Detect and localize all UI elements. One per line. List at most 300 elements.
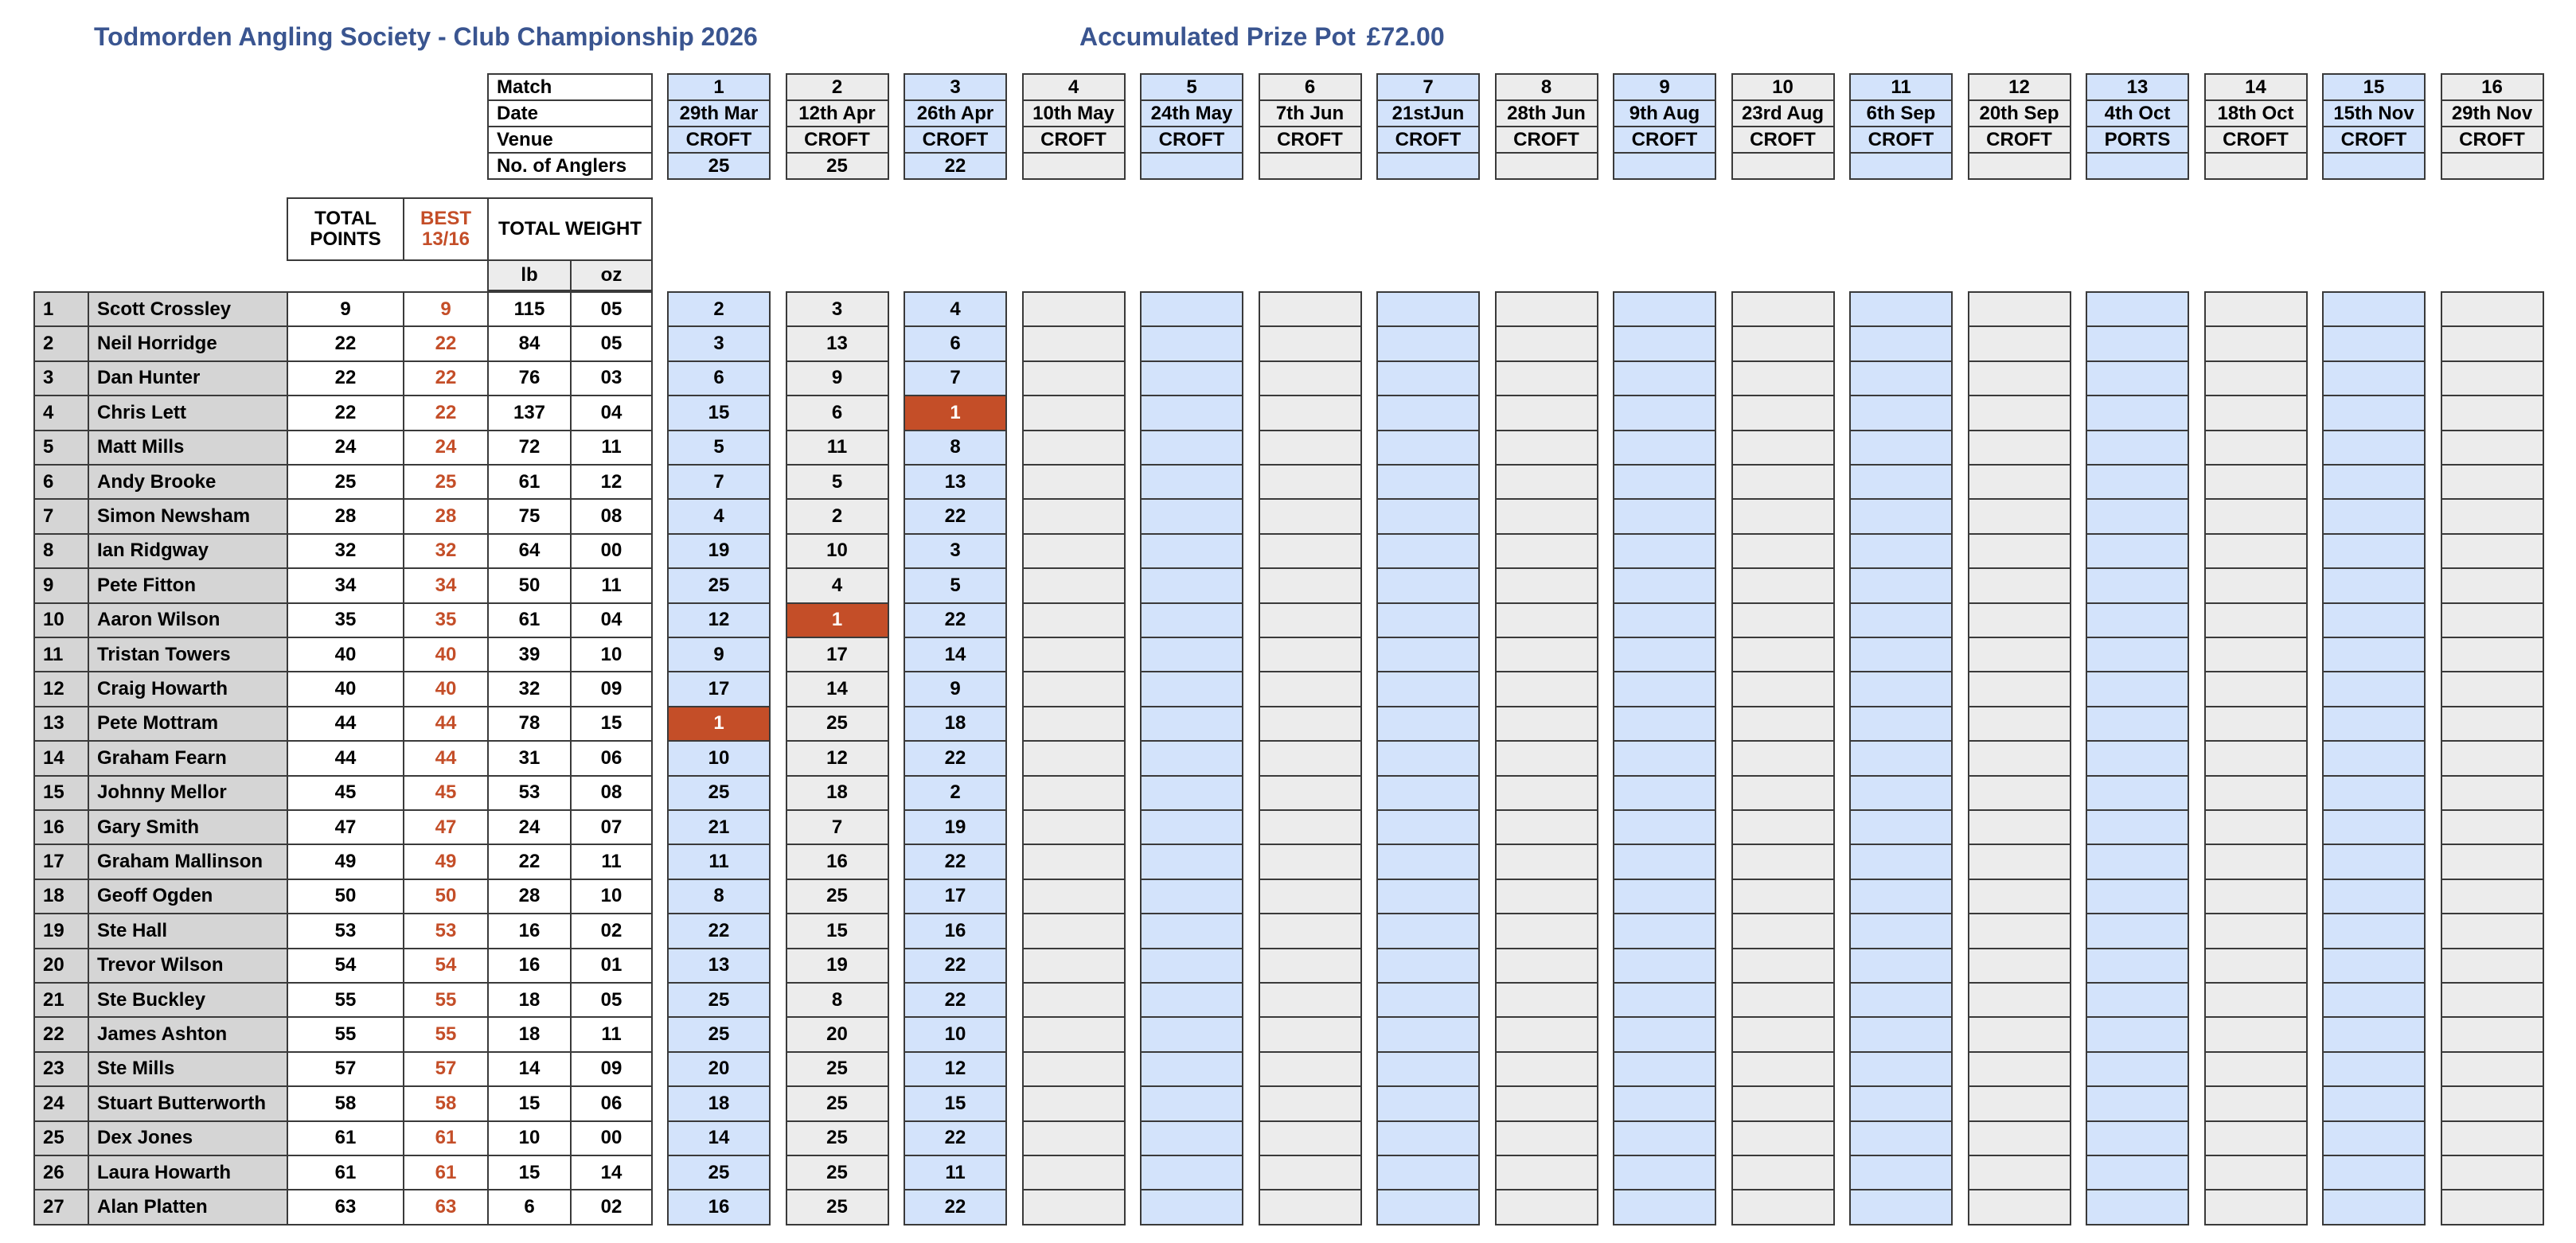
match-result-cell — [2086, 948, 2189, 984]
total-points-cell: 40 — [287, 671, 404, 707]
best-points-cell: 49 — [403, 844, 489, 879]
match-result-cell: 3 — [904, 533, 1007, 569]
position-cell: 8 — [33, 533, 89, 569]
match-result-cell — [1495, 498, 1598, 534]
best-points-cell: 61 — [403, 1120, 489, 1156]
weight-lb-cell: 28 — [487, 879, 572, 914]
match-no-13: 13 — [2086, 73, 2189, 101]
match-result-cell — [1613, 982, 1716, 1018]
total-points-cell: 49 — [287, 844, 404, 879]
match-result-cell — [2086, 533, 2189, 569]
match-result-cell: 21 — [667, 809, 771, 845]
match-result-cell — [1022, 948, 1126, 984]
match-result-cell: 14 — [667, 1120, 771, 1156]
match-result-cell — [1259, 464, 1362, 500]
match-result-cell — [2204, 291, 2308, 327]
weight-oz-cell: 14 — [570, 1155, 653, 1190]
weight-oz-cell: 10 — [570, 879, 653, 914]
match-result-cell — [1968, 533, 2071, 569]
total-points-cell: 58 — [287, 1085, 404, 1121]
match-result-cell — [2322, 464, 2426, 500]
weight-oz-cell: 11 — [570, 844, 653, 879]
match-result-cell — [1022, 740, 1126, 776]
match-result-cell — [1376, 982, 1480, 1018]
match-result-cell — [2086, 637, 2189, 672]
match-date-1: 29th Mar — [667, 99, 771, 127]
match-result-cell — [1731, 567, 1835, 603]
match-result-cell — [2322, 533, 2426, 569]
match-result-cell — [1259, 1155, 1362, 1190]
total-points-header — [287, 197, 404, 261]
match-result-cell — [1968, 1085, 2071, 1121]
match-date-2: 12th Apr — [786, 99, 889, 127]
weight-oz-cell: 02 — [570, 1189, 653, 1225]
match-result-cell — [1140, 291, 1243, 327]
weight-oz-cell: 04 — [570, 602, 653, 638]
total-points-header-line1: TOTAL — [314, 207, 377, 229]
total-points-cell: 25 — [287, 464, 404, 500]
match-result-cell — [1140, 325, 1243, 361]
match-result-cell — [1259, 1085, 1362, 1121]
match-result-cell — [1849, 602, 1953, 638]
match-venue-2: CROFT — [786, 126, 889, 154]
match-result-cell — [1731, 464, 1835, 500]
match-result-cell — [2086, 1155, 2189, 1190]
weight-oz-cell: 08 — [570, 775, 653, 811]
match-date-16: 29th Nov — [2441, 99, 2544, 127]
position-cell: 3 — [33, 360, 89, 396]
match-result-cell: 13 — [904, 464, 1007, 500]
match-result-cell — [2086, 1189, 2189, 1225]
match-result-cell — [1376, 740, 1480, 776]
angler-name: Andy Brooke — [88, 464, 288, 500]
match-result-cell — [1259, 706, 1362, 742]
weight-oz-cell: 00 — [570, 1120, 653, 1156]
match-result-cell: 11 — [667, 844, 771, 879]
match-result-cell: 4 — [904, 291, 1007, 327]
match-anglers-1: 25 — [667, 152, 771, 180]
match-result-cell — [2204, 1016, 2308, 1052]
match-result-cell — [2441, 671, 2544, 707]
match-result-cell — [2441, 879, 2544, 914]
angler-name: Alan Platten — [88, 1189, 288, 1225]
weight-oz-cell: 09 — [570, 671, 653, 707]
match-result-cell — [1022, 913, 1126, 949]
weight-oz-cell: 05 — [570, 325, 653, 361]
match-result-cell — [1968, 567, 2071, 603]
total-points-cell: 35 — [287, 602, 404, 638]
weight-oz-cell: 02 — [570, 913, 653, 949]
position-cell: 13 — [33, 706, 89, 742]
match-result-cell — [1259, 291, 1362, 327]
match-result-cell: 12 — [786, 740, 889, 776]
weight-lb-cell: 64 — [487, 533, 572, 569]
match-result-cell — [2322, 291, 2426, 327]
match-result-cell — [1613, 948, 1716, 984]
weight-lb-cell: 75 — [487, 498, 572, 534]
match-result-cell — [1968, 1189, 2071, 1225]
match-result-cell — [1731, 1189, 1835, 1225]
match-result-cell — [1022, 982, 1126, 1018]
angler-name: Laura Howarth — [88, 1155, 288, 1190]
match-result-cell — [1495, 809, 1598, 845]
weight-lb-cell: 72 — [487, 430, 572, 466]
match-result-cell — [1613, 533, 1716, 569]
match-result-cell — [1613, 1016, 1716, 1052]
match-result-cell — [1968, 395, 2071, 431]
match-result-cell — [1613, 740, 1716, 776]
match-result-cell — [1495, 533, 1598, 569]
match-result-cell — [1495, 395, 1598, 431]
position-cell: 18 — [33, 879, 89, 914]
angler-name: Simon Newsham — [88, 498, 288, 534]
match-result-cell: 10 — [667, 740, 771, 776]
total-points-cell: 61 — [287, 1120, 404, 1156]
best-points-cell: 45 — [403, 775, 489, 811]
match-result-cell — [1613, 430, 1716, 466]
match-result-cell — [1259, 982, 1362, 1018]
match-result-cell — [2204, 879, 2308, 914]
match-venue-6: CROFT — [1259, 126, 1362, 154]
match-result-cell — [1968, 809, 2071, 845]
angler-name: Pete Fitton — [88, 567, 288, 603]
match-result-cell — [2086, 982, 2189, 1018]
match-result-cell — [1731, 498, 1835, 534]
match-result-cell — [1613, 809, 1716, 845]
match-result-cell — [1140, 879, 1243, 914]
match-date-8: 28th Jun — [1495, 99, 1598, 127]
match-venue-16: CROFT — [2441, 126, 2544, 154]
match-result-cell — [1613, 879, 1716, 914]
match-winner-cell: 1 — [786, 602, 889, 638]
match-result-cell — [2204, 775, 2308, 811]
angler-name: Trevor Wilson — [88, 948, 288, 984]
weight-oz-cell: 11 — [570, 567, 653, 603]
match-result-cell — [1140, 360, 1243, 396]
position-cell: 15 — [33, 775, 89, 811]
match-result-cell: 3 — [667, 325, 771, 361]
match-venue-7: CROFT — [1376, 126, 1480, 154]
match-no-8: 8 — [1495, 73, 1598, 101]
match-result-cell — [1376, 464, 1480, 500]
position-cell: 5 — [33, 430, 89, 466]
match-venue-14: CROFT — [2204, 126, 2308, 154]
match-result-cell — [1140, 775, 1243, 811]
match-result-cell — [1731, 844, 1835, 879]
match-result-cell — [2322, 671, 2426, 707]
match-result-cell — [1259, 1016, 1362, 1052]
match-no-6: 6 — [1259, 73, 1362, 101]
weight-oz-cell: 11 — [570, 1016, 653, 1052]
match-result-cell — [2441, 1051, 2544, 1087]
match-result-cell — [1849, 913, 1953, 949]
angler-name: Graham Fearn — [88, 740, 288, 776]
match-result-cell — [2322, 360, 2426, 396]
match-result-cell — [1376, 913, 1480, 949]
match-result-cell — [2204, 706, 2308, 742]
weight-lb-cell: 15 — [487, 1155, 572, 1190]
match-result-cell: 19 — [786, 948, 889, 984]
match-result-cell — [2204, 1189, 2308, 1225]
match-no-2: 2 — [786, 73, 889, 101]
match-no-14: 14 — [2204, 73, 2308, 101]
match-result-cell: 25 — [786, 1189, 889, 1225]
match-result-cell — [1376, 602, 1480, 638]
position-cell: 25 — [33, 1120, 89, 1156]
match-anglers-5 — [1140, 152, 1243, 180]
match-result-cell — [1731, 913, 1835, 949]
match-result-cell — [1849, 291, 1953, 327]
match-result-cell — [1140, 809, 1243, 845]
position-cell: 26 — [33, 1155, 89, 1190]
match-result-cell — [2204, 533, 2308, 569]
prize-pot-amount: £72.00 — [1366, 22, 1445, 51]
match-result-cell: 25 — [786, 1085, 889, 1121]
angler-name: Stuart Butterworth — [88, 1085, 288, 1121]
match-result-cell — [2441, 395, 2544, 431]
best-points-cell: 57 — [403, 1051, 489, 1087]
info-label-anglers: No. of Anglers — [487, 152, 653, 180]
match-result-cell — [1022, 498, 1126, 534]
match-result-cell — [1140, 1085, 1243, 1121]
match-result-cell — [2086, 809, 2189, 845]
match-result-cell — [1849, 567, 1953, 603]
match-result-cell — [2204, 325, 2308, 361]
match-result-cell: 18 — [904, 706, 1007, 742]
match-anglers-15 — [2322, 152, 2426, 180]
total-weight-header: TOTAL WEIGHT — [487, 197, 653, 261]
best-points-cell: 9 — [403, 291, 489, 327]
total-points-cell: 22 — [287, 395, 404, 431]
match-result-cell — [2441, 430, 2544, 466]
match-result-cell — [2441, 740, 2544, 776]
weight-oz-cell: 03 — [570, 360, 653, 396]
weight-lb-cell: 39 — [487, 637, 572, 672]
match-anglers-10 — [1731, 152, 1835, 180]
total-points-cell: 61 — [287, 1155, 404, 1190]
weight-oz-cell: 11 — [570, 430, 653, 466]
weight-oz-cell: 00 — [570, 533, 653, 569]
match-result-cell — [1613, 706, 1716, 742]
match-result-cell — [1731, 879, 1835, 914]
match-result-cell — [1968, 1016, 2071, 1052]
match-result-cell — [1022, 464, 1126, 500]
weight-oz-cell: 06 — [570, 740, 653, 776]
match-result-cell — [1613, 360, 1716, 396]
match-result-cell — [1495, 291, 1598, 327]
match-result-cell — [2441, 291, 2544, 327]
match-result-cell — [1495, 637, 1598, 672]
weight-lb-cell: 22 — [487, 844, 572, 879]
match-result-cell: 14 — [904, 637, 1007, 672]
best-points-cell: 54 — [403, 948, 489, 984]
best-header-line1: BEST — [420, 207, 471, 229]
match-result-cell — [2204, 844, 2308, 879]
match-no-5: 5 — [1140, 73, 1243, 101]
match-result-cell — [2322, 1155, 2426, 1190]
match-result-cell — [1376, 637, 1480, 672]
match-result-cell — [1968, 1120, 2071, 1156]
match-result-cell — [1259, 1120, 1362, 1156]
match-result-cell — [1022, 1189, 1126, 1225]
match-result-cell — [2441, 567, 2544, 603]
match-result-cell — [1968, 498, 2071, 534]
position-cell: 24 — [33, 1085, 89, 1121]
angler-name: Craig Howarth — [88, 671, 288, 707]
match-result-cell: 16 — [667, 1189, 771, 1225]
total-points-cell: 54 — [287, 948, 404, 984]
position-cell: 12 — [33, 671, 89, 707]
match-result-cell: 25 — [786, 879, 889, 914]
match-result-cell — [1731, 982, 1835, 1018]
match-result-cell — [1022, 637, 1126, 672]
match-result-cell — [1022, 430, 1126, 466]
match-result-cell — [1849, 879, 1953, 914]
match-result-cell — [1849, 1051, 1953, 1087]
match-result-cell — [2441, 809, 2544, 845]
best-points-cell: 40 — [403, 671, 489, 707]
position-cell: 7 — [33, 498, 89, 534]
angler-name: Chris Lett — [88, 395, 288, 431]
match-result-cell — [2086, 1016, 2189, 1052]
match-result-cell: 18 — [667, 1085, 771, 1121]
angler-name: Tristan Towers — [88, 637, 288, 672]
match-result-cell — [1613, 567, 1716, 603]
best-points-cell: 55 — [403, 1016, 489, 1052]
match-result-cell — [1613, 602, 1716, 638]
match-result-cell — [1613, 1120, 1716, 1156]
match-result-cell — [2322, 844, 2426, 879]
match-result-cell — [1259, 395, 1362, 431]
match-result-cell — [1376, 879, 1480, 914]
match-result-cell: 9 — [667, 637, 771, 672]
angler-name: Gary Smith — [88, 809, 288, 845]
match-result-cell — [2441, 1120, 2544, 1156]
position-cell: 1 — [33, 291, 89, 327]
match-result-cell: 25 — [786, 1155, 889, 1190]
match-result-cell: 2 — [904, 775, 1007, 811]
match-result-cell — [1140, 740, 1243, 776]
match-result-cell — [1376, 1120, 1480, 1156]
match-result-cell: 22 — [904, 498, 1007, 534]
total-points-cell: 45 — [287, 775, 404, 811]
match-result-cell — [1849, 1155, 1953, 1190]
match-result-cell — [1495, 430, 1598, 466]
page-title: Todmorden Angling Society - Club Championship 2026 — [94, 22, 758, 51]
weight-lb-cell: 61 — [487, 464, 572, 500]
match-result-cell — [2086, 1120, 2189, 1156]
match-winner-cell: 1 — [667, 706, 771, 742]
total-points-cell: 55 — [287, 1016, 404, 1052]
match-result-cell: 17 — [667, 671, 771, 707]
match-result-cell — [1140, 948, 1243, 984]
match-result-cell — [2204, 809, 2308, 845]
match-result-cell — [2086, 775, 2189, 811]
match-no-4: 4 — [1022, 73, 1126, 101]
match-result-cell — [2322, 809, 2426, 845]
prize-pot — [1079, 22, 1445, 52]
match-anglers-8 — [1495, 152, 1598, 180]
match-result-cell — [1140, 464, 1243, 500]
match-result-cell: 11 — [786, 430, 889, 466]
match-result-cell — [1613, 395, 1716, 431]
match-result-cell: 18 — [786, 775, 889, 811]
match-result-cell — [1731, 740, 1835, 776]
total-points-cell: 32 — [287, 533, 404, 569]
match-result-cell — [2086, 395, 2189, 431]
angler-name: Dan Hunter — [88, 360, 288, 396]
info-label-match: Match — [487, 73, 653, 101]
match-result-cell — [1022, 360, 1126, 396]
total-points-cell: 44 — [287, 740, 404, 776]
match-venue-9: CROFT — [1613, 126, 1716, 154]
match-no-12: 12 — [1968, 73, 2071, 101]
weight-oz-cell: 09 — [570, 1051, 653, 1087]
position-cell: 17 — [33, 844, 89, 879]
match-result-cell — [2204, 395, 2308, 431]
match-result-cell: 5 — [904, 567, 1007, 603]
match-result-cell — [1495, 706, 1598, 742]
match-result-cell — [1140, 533, 1243, 569]
match-anglers-11 — [1849, 152, 1953, 180]
match-result-cell: 22 — [904, 1120, 1007, 1156]
match-result-cell: 20 — [786, 1016, 889, 1052]
match-result-cell — [2441, 533, 2544, 569]
match-result-cell — [1613, 913, 1716, 949]
match-result-cell — [2086, 913, 2189, 949]
match-result-cell — [1259, 637, 1362, 672]
total-points-cell: 34 — [287, 567, 404, 603]
match-result-cell — [1968, 637, 2071, 672]
match-result-cell — [1259, 325, 1362, 361]
match-no-15: 15 — [2322, 73, 2426, 101]
weight-lb-cell: 53 — [487, 775, 572, 811]
match-result-cell — [2322, 879, 2426, 914]
match-result-cell — [1731, 291, 1835, 327]
best-points-cell: 22 — [403, 395, 489, 431]
match-result-cell — [1376, 775, 1480, 811]
match-result-cell — [1968, 464, 2071, 500]
match-result-cell — [1613, 325, 1716, 361]
match-result-cell: 22 — [904, 982, 1007, 1018]
match-result-cell — [1731, 430, 1835, 466]
match-result-cell — [1849, 1016, 1953, 1052]
match-result-cell — [2441, 602, 2544, 638]
match-result-cell — [1613, 1085, 1716, 1121]
match-result-cell — [2322, 1016, 2426, 1052]
match-result-cell — [2322, 913, 2426, 949]
match-result-cell — [2441, 982, 2544, 1018]
match-result-cell — [1968, 360, 2071, 396]
weight-lb-cell: 15 — [487, 1085, 572, 1121]
match-result-cell — [1849, 464, 1953, 500]
position-cell: 20 — [33, 948, 89, 984]
match-result-cell — [1731, 325, 1835, 361]
match-result-cell: 6 — [786, 395, 889, 431]
match-result-cell: 10 — [904, 1016, 1007, 1052]
match-no-3: 3 — [904, 73, 1007, 101]
match-result-cell: 7 — [667, 464, 771, 500]
match-date-3: 26th Apr — [904, 99, 1007, 127]
match-anglers-6 — [1259, 152, 1362, 180]
match-result-cell: 22 — [904, 740, 1007, 776]
match-result-cell: 2 — [786, 498, 889, 534]
match-result-cell — [1376, 706, 1480, 742]
match-result-cell — [2441, 1155, 2544, 1190]
weight-lb-cell: 24 — [487, 809, 572, 845]
match-result-cell: 15 — [786, 913, 889, 949]
match-result-cell — [1495, 775, 1598, 811]
